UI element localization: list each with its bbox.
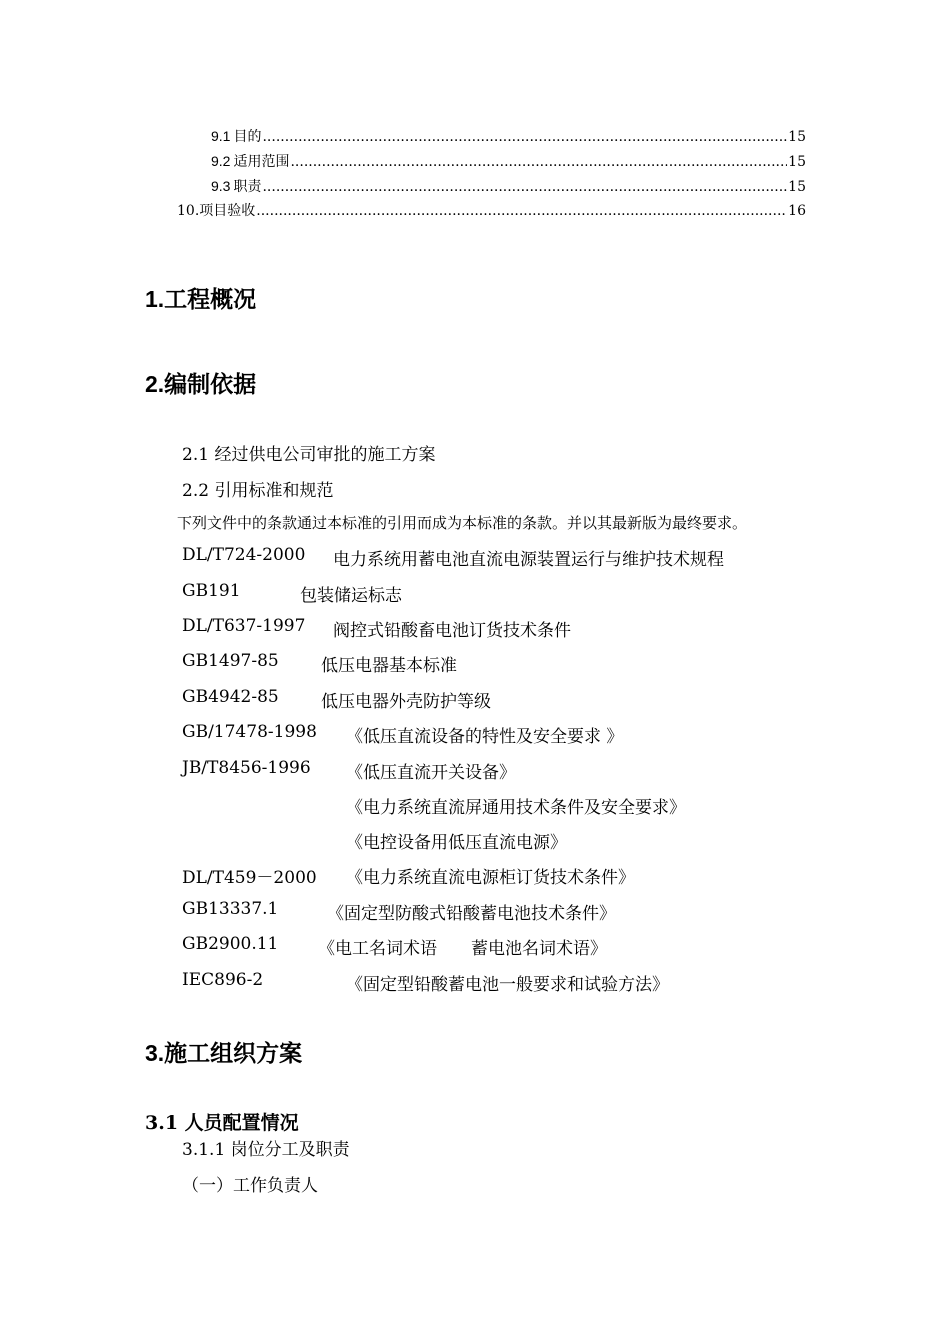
toc-page: 16: [788, 203, 806, 219]
standard-title: 《电力系统直流屏通用技术条件及安全要求》: [346, 798, 686, 818]
standard-code: GB/17478-1998: [182, 722, 317, 742]
toc-number: 9.1: [211, 128, 231, 144]
heading-section-1: 1.工程概况: [145, 286, 257, 312]
standard-title: 低压电器外壳防护等级: [321, 692, 491, 712]
standard-title: 《电工名词术语 蓄电池名词术语》: [318, 939, 607, 959]
toc-entry[interactable]: [211, 126, 806, 146]
toc-title: 适用范围: [233, 154, 290, 170]
standard-title: 《低压直流开关设备》: [346, 763, 516, 783]
paragraph-item-1: （一）工作负责人: [182, 1176, 318, 1196]
toc-title: 目的: [233, 129, 262, 145]
toc-number: 9.2: [211, 153, 231, 169]
toc-leader: [256, 201, 787, 221]
toc-page: 15: [788, 179, 806, 195]
standard-title: 低压电器基本标准: [321, 656, 457, 676]
heading-section-3: 3.施工组织方案: [145, 1040, 303, 1066]
toc-title: 职责: [233, 179, 262, 195]
standard-code: GB191: [182, 581, 241, 601]
standard-code: GB4942-85: [182, 687, 279, 707]
toc-entry[interactable]: [211, 151, 806, 171]
paragraph-3-1-1: 3.1.1 岗位分工及职责: [182, 1140, 350, 1160]
toc-leader: [262, 177, 787, 197]
standard-code: GB2900.11: [182, 934, 279, 954]
heading-section-3-1: 3.1 人员配置情况: [145, 1112, 299, 1134]
standard-title: 包装储运标志: [300, 586, 402, 606]
standard-code: GB1497-85: [182, 651, 279, 671]
standards-note: 下列文件中的条款通过本标准的引用而成为本标准的条款。并以其最新版为最终要求。: [177, 514, 748, 532]
toc-title: 10.项目验收: [177, 203, 256, 219]
standard-title: 《固定型防酸式铅酸蓄电池技术条件》: [327, 904, 616, 924]
standard-title: 阀控式铅酸畜电池订货技术条件: [333, 621, 571, 641]
standard-code: GB13337.1: [182, 899, 279, 919]
toc-entry[interactable]: [211, 176, 806, 196]
toc-page: 15: [788, 154, 806, 170]
toc-leader: [290, 152, 787, 172]
paragraph-2-2: 2.2 引用标准和规范: [182, 481, 334, 501]
standard-code: JB/T8456-1996: [182, 758, 311, 778]
standard-code: DL/T724-2000: [182, 545, 306, 565]
toc-number: 9.3: [211, 178, 231, 194]
standard-title: 《固定型铅酸蓄电池一般要求和试验方法》: [346, 975, 669, 995]
toc-leader: [262, 127, 787, 147]
toc-page: 15: [788, 129, 806, 145]
standard-title: 《低压直流设备的特性及安全要求 》: [346, 727, 624, 747]
standard-code: DL/T459－2000: [182, 868, 317, 888]
toc-entry[interactable]: [177, 201, 806, 221]
standard-code: DL/T637-1997: [182, 616, 306, 636]
standard-code: IEC896-2: [182, 970, 264, 990]
heading-section-2: 2.编制依据: [145, 371, 257, 397]
standard-title: 《电力系统直流电源柜订货技术条件》: [346, 868, 635, 888]
standard-title: 电力系统用蓄电池直流电源装置运行与维护技术规程: [333, 550, 724, 570]
standard-title: 《电控设备用低压直流电源》: [346, 833, 567, 853]
paragraph-2-1: 2.1 经过供电公司审批的施工方案: [182, 445, 436, 465]
